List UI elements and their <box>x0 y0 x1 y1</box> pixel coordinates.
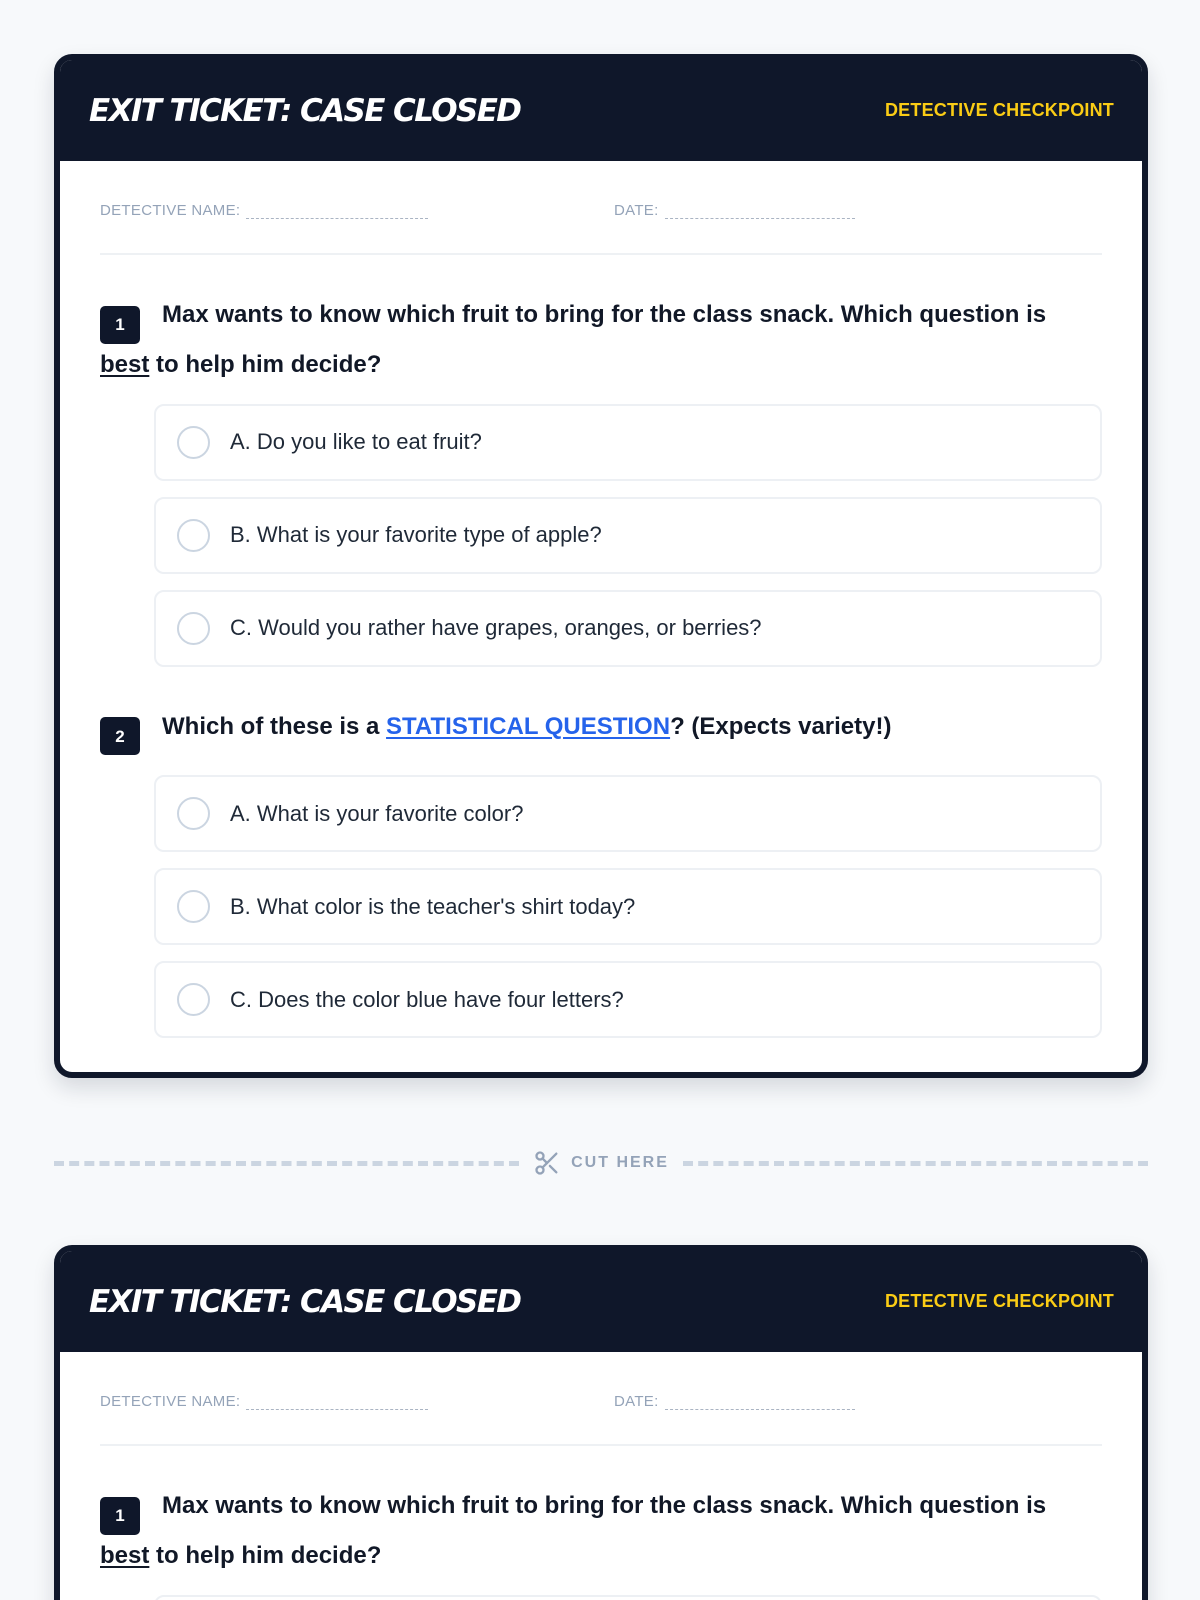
ticket-title: EXIT TICKET: CASE CLOSED <box>89 92 521 129</box>
question-number: 2 <box>100 717 140 755</box>
cut-here-text: CUT HERE <box>571 1154 669 1171</box>
date-field[interactable] <box>614 202 855 219</box>
radio-button[interactable] <box>177 426 210 459</box>
radio-button[interactable] <box>177 890 210 923</box>
radio-button[interactable] <box>177 612 210 645</box>
meta-row <box>100 161 1102 255</box>
statistical-question-link[interactable]: STATISTICAL QUESTION <box>386 712 671 740</box>
ticket-header <box>60 1251 1142 1352</box>
option-a[interactable] <box>154 404 1102 481</box>
radio-button[interactable] <box>177 797 210 830</box>
ticket-body <box>60 1352 1142 1600</box>
option-text: C. Does the color blue have four letters? <box>230 986 624 1012</box>
radio-button[interactable] <box>177 519 210 552</box>
detective-name-field[interactable] <box>100 202 614 219</box>
date-label: DATE: <box>614 201 659 219</box>
cut-dash-right <box>683 1161 1148 1166</box>
radio-button[interactable] <box>177 983 210 1016</box>
option-text: A. Do you like to eat fruit? <box>230 429 482 454</box>
cut-dash-left <box>54 1161 519 1166</box>
ticket-tag: DETECTIVE CHECKPOINT <box>884 1291 1114 1311</box>
cut-label <box>519 1149 683 1177</box>
ticket-header <box>60 60 1142 161</box>
question-1-options <box>154 1595 1102 1600</box>
date-line[interactable] <box>665 1398 855 1410</box>
ticket-body <box>60 161 1142 1038</box>
date-label: DATE: <box>614 1392 659 1410</box>
option-text: B. What is your favorite type of apple? <box>230 522 602 547</box>
question-text-before: Max wants to know which fruit to bring for the class snack. Which question is <box>162 1492 1047 1519</box>
option-a-partial[interactable] <box>154 1595 1102 1600</box>
scissors-icon <box>533 1149 561 1177</box>
ticket-tag: DETECTIVE CHECKPOINT <box>884 100 1114 120</box>
exit-ticket-2 <box>54 1245 1148 1600</box>
option-text: B. What color is the teacher's shirt today? <box>230 893 636 919</box>
detective-name-field[interactable] <box>100 1393 614 1410</box>
detective-name-line[interactable] <box>246 207 428 219</box>
question-text-after: ? (Expects variety!) <box>670 712 892 740</box>
question-emphasis: best <box>100 1541 150 1569</box>
detective-name-line[interactable] <box>246 1398 428 1410</box>
ticket-title: EXIT TICKET: CASE CLOSED <box>89 1283 521 1320</box>
cut-line <box>54 1146 1148 1180</box>
question-2 <box>100 706 1102 756</box>
question-emphasis: best <box>100 350 150 378</box>
question-1-options <box>154 404 1102 667</box>
question-text-after: to help him decide? <box>149 350 382 378</box>
option-c[interactable] <box>154 590 1102 667</box>
option-b[interactable] <box>154 868 1102 945</box>
question-1 <box>100 1485 1102 1576</box>
option-text: A. What is your favorite color? <box>230 800 524 826</box>
option-b[interactable] <box>154 497 1102 574</box>
detective-name-label: DETECTIVE NAME: <box>100 201 241 219</box>
question-1 <box>100 294 1102 385</box>
date-line[interactable] <box>665 207 855 219</box>
option-a[interactable] <box>154 775 1102 852</box>
meta-row <box>100 1352 1102 1446</box>
detective-name-label: DETECTIVE NAME: <box>100 1392 241 1410</box>
option-c[interactable] <box>154 961 1102 1038</box>
question-text-before: Which of these is a <box>162 712 387 740</box>
question-text-before: Max wants to know which fruit to bring for the class snack. Which question is <box>162 301 1047 328</box>
question-number: 1 <box>100 1497 140 1535</box>
question-text-after: to help him decide? <box>149 1541 382 1569</box>
option-text: C. Would you rather have grapes, oranges, or berries? <box>230 615 762 640</box>
exit-ticket-1 <box>54 54 1148 1078</box>
question-number: 1 <box>100 306 140 344</box>
question-2-options <box>154 775 1102 1038</box>
date-field[interactable] <box>614 1393 855 1410</box>
